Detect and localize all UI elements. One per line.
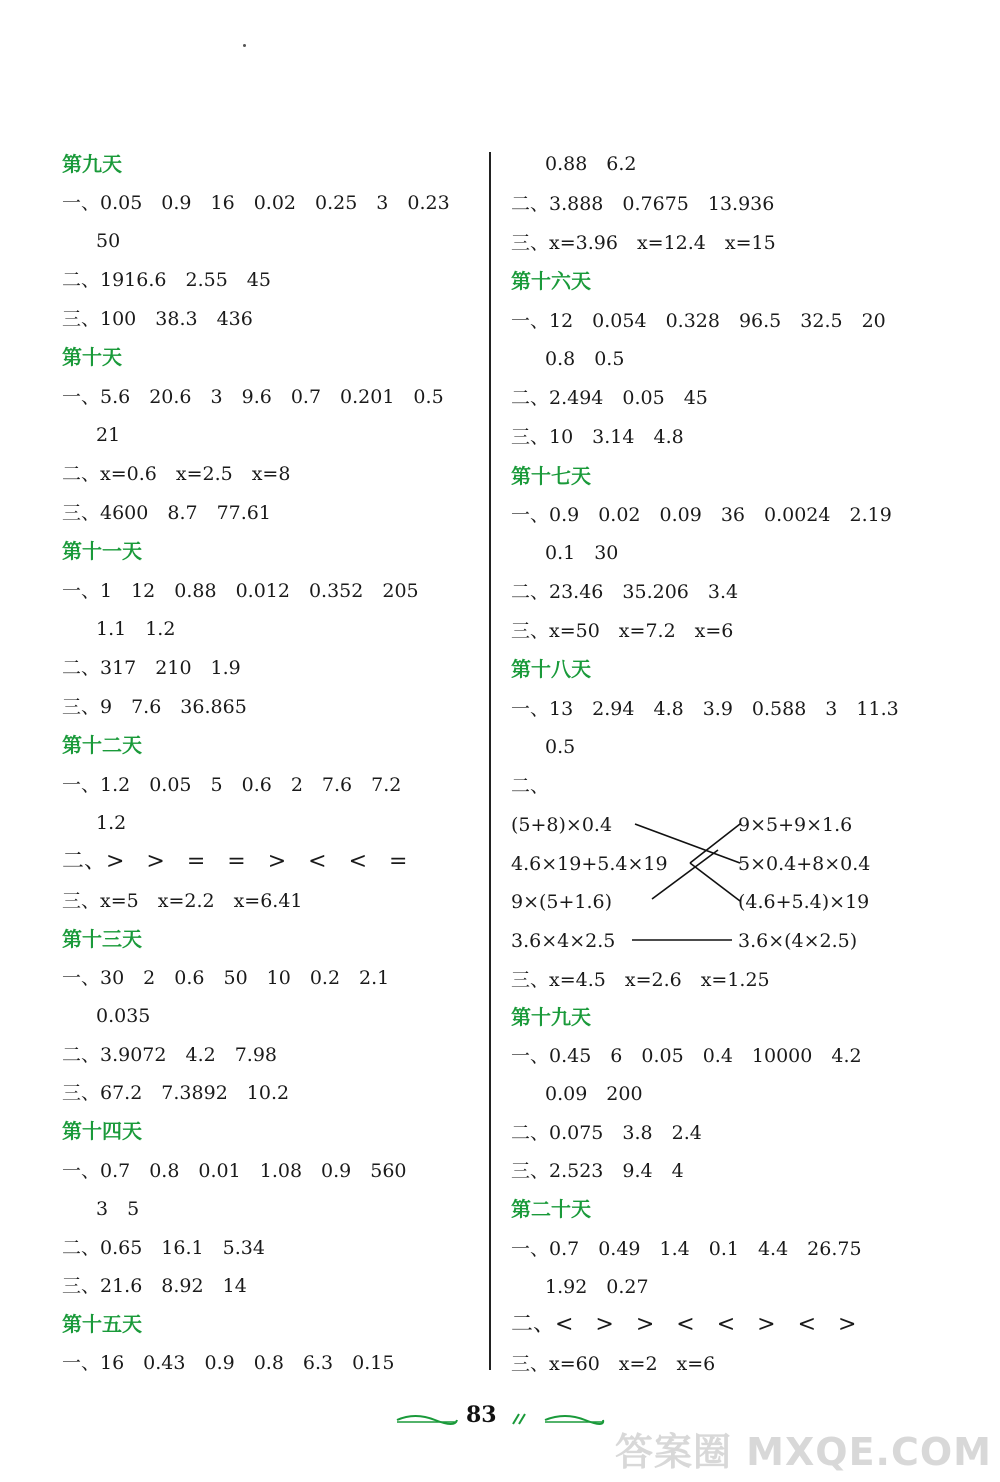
match-line: [690, 863, 740, 901]
day-14-line: 二、0.65 16.1 5.34: [62, 1237, 265, 1259]
day-11-title: 第十一天: [62, 539, 142, 563]
day-16-line: 一、12 0.054 0.328 96.5 32.5 20: [511, 310, 886, 332]
day-14-line: 一、0.7 0.8 0.01 1.08 0.9 560: [62, 1160, 407, 1182]
day-19-title: 第十九天: [511, 1005, 591, 1029]
day-11-line: 三、9 7.6 36.865: [62, 696, 247, 718]
day-16-line: 二、2.494 0.05 45: [511, 387, 708, 409]
day-10-line: 21: [96, 424, 121, 446]
day-9-title: 第九天: [62, 152, 122, 176]
match-line: [652, 850, 718, 899]
day-10-line: 一、5.6 20.6 3 9.6 0.7 0.201 0.5: [62, 386, 444, 408]
match-left-item: 9×(5+1.6): [511, 891, 613, 913]
day-15-line: 0.88 6.2: [545, 153, 637, 175]
day-18-title: 第十八天: [511, 657, 591, 681]
day-17-title: 第十七天: [511, 464, 591, 488]
day-9-line: 50: [96, 230, 121, 252]
match-right-item: (4.6+5.4)×19: [738, 891, 870, 913]
match-right-item: 9×5+9×1.6: [738, 814, 853, 836]
day-19-line: 二、0.075 3.8 2.4: [511, 1122, 702, 1144]
day-12-line: 三、x=5 x=2.2 x=6.41: [62, 890, 303, 912]
day-12-line: 二、> > = = > < < =: [62, 849, 408, 874]
day-10-line: 二、x=0.6 x=2.5 x=8: [62, 463, 291, 485]
match-right-item: 3.6×(4×2.5): [738, 930, 858, 952]
day-12-title: 第十二天: [62, 733, 142, 757]
day-13-line: 0.035: [96, 1005, 151, 1027]
day-20-line: 一、0.7 0.49 1.4 0.1 4.4 26.75: [511, 1238, 862, 1260]
day-14-line: 三、21.6 8.92 14: [62, 1275, 247, 1297]
day-13-line: 二、3.9072 4.2 7.98: [62, 1044, 278, 1066]
day-17-line: 0.1 30: [545, 542, 619, 564]
day-18-line: 0.5: [545, 736, 576, 758]
day-11-line: 1.1 1.2: [96, 618, 176, 640]
day-12-line: 1.2: [96, 812, 127, 834]
day-17-line: 一、0.9 0.02 0.09 36 0.0024 2.19: [511, 504, 892, 526]
day-19-line: 0.09 200: [545, 1083, 643, 1105]
day-16-title: 第十六天: [511, 269, 591, 293]
day-9-line: 一、0.05 0.9 16 0.02 0.25 3 0.23: [62, 192, 450, 214]
day-11-line: 二、317 210 1.9: [62, 657, 241, 679]
day-9-line: 二、1916.6 2.55 45: [62, 269, 271, 291]
watermark-logo: 答案圈 MXQE.COM: [614, 1430, 992, 1474]
day-11-line: 一、1 12 0.88 0.012 0.352 205: [62, 580, 419, 602]
day-18-line: 三、x=4.5 x=2.6 x=1.25: [511, 969, 770, 991]
day-10-title: 第十天: [62, 345, 122, 369]
day-9-line: 三、100 38.3 436: [62, 308, 253, 330]
day-20-line: 三、x=60 x=2 x=6: [511, 1353, 716, 1375]
day-20-title: 第二十天: [511, 1197, 591, 1221]
day-16-line: 三、10 3.14 4.8: [511, 426, 684, 448]
match-line: [635, 824, 740, 863]
day-18-line: 一、13 2.94 4.8 3.9 0.588 3 11.3: [511, 698, 899, 720]
day-14-title: 第十四天: [62, 1119, 142, 1143]
day-17-line: 三、x=50 x=7.2 x=6: [511, 620, 734, 642]
match-left-item: (5+8)×0.4: [511, 814, 613, 836]
match-left-item: 4.6×19+5.4×19: [511, 853, 668, 875]
day-10-line: 三、4600 8.7 77.61: [62, 502, 271, 524]
match-right-item: 5×0.4+8×0.4: [738, 853, 871, 875]
day-16-line: 0.8 0.5: [545, 348, 625, 370]
day-13-title: 第十三天: [62, 927, 142, 951]
day-15-line: 三、x=3.96 x=12.4 x=15: [511, 232, 776, 254]
day-18-line: 二、: [511, 775, 550, 797]
day-13-line: 一、30 2 0.6 50 10 0.2 2.1: [62, 967, 390, 989]
day-14-line: 3 5: [96, 1198, 140, 1220]
day-19-line: 三、2.523 9.4 4: [511, 1160, 684, 1182]
day-15-title: 第十五天: [62, 1312, 142, 1336]
day-12-line: 一、1.2 0.05 5 0.6 2 7.6 7.2: [62, 774, 402, 796]
page-number: 83: [466, 1402, 497, 1428]
day-15-line: 一、16 0.43 0.9 0.8 6.3 0.15: [62, 1352, 395, 1374]
day-17-line: 二、23.46 35.206 3.4: [511, 581, 739, 603]
day-15-line: 二、3.888 0.7675 13.936: [511, 193, 775, 215]
match-line: [690, 824, 740, 863]
day-13-line: 三、67.2 7.3892 10.2: [62, 1082, 290, 1104]
day-20-line: 二、< > > < < > < >: [511, 1312, 857, 1337]
footer-ornament: [395, 1408, 605, 1428]
day-19-line: 一、0.45 6 0.05 0.4 10000 4.2: [511, 1045, 862, 1067]
day-20-line: 1.92 0.27: [545, 1276, 649, 1298]
match-left-item: 3.6×4×2.5: [511, 930, 616, 952]
